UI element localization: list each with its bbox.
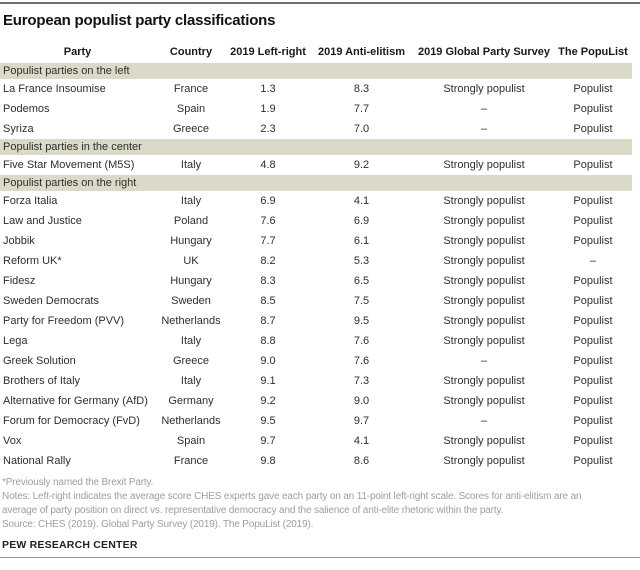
left-right-cell: 8.8 <box>260 335 276 347</box>
table-row <box>0 331 632 351</box>
party-cell: Podemos <box>3 103 50 115</box>
country-cell: Poland <box>173 215 209 227</box>
table-row <box>0 119 632 139</box>
populist-cell: Populist <box>573 375 613 387</box>
section-header-row <box>0 139 632 155</box>
country-cell: Greece <box>172 355 210 367</box>
party-cell: Syriza <box>3 123 34 135</box>
anti-elitism-cell: 7.7 <box>353 103 370 115</box>
party-cell: Jobbik <box>3 235 35 247</box>
table-row <box>0 351 632 371</box>
populist-cell: Populist <box>573 235 613 247</box>
table-row <box>0 271 632 291</box>
populist-cell: Populist <box>573 335 613 347</box>
anti-elitism-cell: 9.7 <box>353 415 370 427</box>
table-row <box>0 311 632 331</box>
table-row <box>0 211 632 231</box>
populist-cell: Populist <box>573 395 613 407</box>
column-header-anti-elitism: 2019 Anti-elitism <box>317 46 405 58</box>
country-cell: Sweden <box>171 295 211 307</box>
populist-cell: Populist <box>573 435 613 447</box>
anti-elitism-cell: 7.6 <box>353 355 370 367</box>
global-party-survey-cell: Strongly populist <box>443 83 525 95</box>
section-label: Populist parties on the right <box>0 175 632 191</box>
global-party-survey-cell: – <box>480 123 488 135</box>
left-right-cell: 6.9 <box>260 195 276 207</box>
country-cell: France <box>173 83 209 95</box>
page-title: European populist party classifications <box>3 12 276 29</box>
country-cell: Greece <box>172 123 210 135</box>
left-right-cell: 9.5 <box>260 415 276 427</box>
populist-cell: Populist <box>573 355 613 367</box>
left-right-cell: 9.2 <box>260 395 276 407</box>
party-cell: Fidesz <box>3 275 36 287</box>
global-party-survey-cell: Strongly populist <box>443 315 525 327</box>
party-cell: Sweden Democrats <box>3 295 99 307</box>
table-row <box>0 155 632 175</box>
party-cell: National Rally <box>3 455 71 467</box>
anti-elitism-cell: 9.2 <box>353 159 370 171</box>
table-row <box>0 251 632 271</box>
anti-elitism-cell: 7.6 <box>353 335 370 347</box>
country-cell: Hungary <box>170 275 212 287</box>
section-header-row <box>0 63 632 79</box>
anti-elitism-cell: 7.0 <box>353 123 370 135</box>
populist-cell: Populist <box>573 195 613 207</box>
party-cell: Forum for Democracy (FvD) <box>3 415 140 427</box>
populist-cell: Populist <box>573 83 613 95</box>
column-header-country: Country <box>169 46 213 58</box>
footnote: *Previously named the Brexit Party. <box>2 477 154 488</box>
table-row <box>0 371 632 391</box>
anti-elitism-cell: 8.3 <box>353 83 370 95</box>
populist-cell: Populist <box>573 295 613 307</box>
country-cell: Italy <box>180 335 202 347</box>
column-header-populist: The PopuList <box>558 46 628 58</box>
global-party-survey-cell: Strongly populist <box>443 295 525 307</box>
table-row <box>0 191 632 211</box>
party-cell: Party for Freedom (PVV) <box>3 315 125 327</box>
left-right-cell: 8.3 <box>260 275 276 287</box>
party-cell: Brothers of Italy <box>3 375 81 387</box>
left-right-cell: 7.6 <box>260 215 276 227</box>
populist-cell: – <box>589 255 597 267</box>
global-party-survey-cell: Strongly populist <box>443 195 525 207</box>
country-cell: Spain <box>176 435 206 447</box>
populist-cell: Populist <box>573 123 613 135</box>
party-cell: Law and Justice <box>3 215 82 227</box>
party-cell: Vox <box>3 435 22 447</box>
table-row <box>0 391 632 411</box>
anti-elitism-cell: 9.0 <box>353 395 370 407</box>
section-label: Populist parties in the center <box>0 139 632 155</box>
country-cell: Italy <box>180 375 202 387</box>
source-line: Source: CHES (2019). Global Party Survey (2019). The PopuList (2019). <box>2 519 314 530</box>
top-divider <box>0 2 640 4</box>
global-party-survey-cell: – <box>480 355 488 367</box>
table-header <box>0 44 632 63</box>
anti-elitism-cell: 8.6 <box>353 455 370 467</box>
left-right-cell: 8.5 <box>260 295 276 307</box>
anti-elitism-cell: 6.5 <box>353 275 370 287</box>
global-party-survey-cell: Strongly populist <box>443 159 525 171</box>
left-right-cell: 1.9 <box>260 103 276 115</box>
party-cell: Forza Italia <box>3 195 58 207</box>
anti-elitism-cell: 9.5 <box>353 315 370 327</box>
left-right-cell: 8.2 <box>260 255 276 267</box>
table-row <box>0 451 632 471</box>
global-party-survey-cell: Strongly populist <box>443 215 525 227</box>
anti-elitism-cell: 4.1 <box>353 195 370 207</box>
country-cell: Germany <box>168 395 214 407</box>
country-cell: Netherlands <box>161 315 221 327</box>
global-party-survey-cell: Strongly populist <box>443 235 525 247</box>
anti-elitism-cell: 4.1 <box>353 435 370 447</box>
global-party-survey-cell: Strongly populist <box>443 375 525 387</box>
global-party-survey-cell: Strongly populist <box>443 435 525 447</box>
table-header-row <box>0 44 632 63</box>
left-right-cell: 9.8 <box>260 455 276 467</box>
anti-elitism-cell: 7.5 <box>353 295 370 307</box>
left-right-cell: 7.7 <box>260 235 276 247</box>
bottom-divider <box>0 557 640 558</box>
party-cell: Alternative for Germany (AfD) <box>3 395 148 407</box>
party-classification-table <box>0 44 632 471</box>
party-cell: Greek Solution <box>3 355 76 367</box>
global-party-survey-cell: Strongly populist <box>443 395 525 407</box>
populist-cell: Populist <box>573 215 613 227</box>
country-cell: Italy <box>180 195 202 207</box>
table-row <box>0 99 632 119</box>
table-body <box>0 63 632 471</box>
column-header-global-party-survey: 2019 Global Party Survey <box>417 46 551 58</box>
global-party-survey-cell: Strongly populist <box>443 255 525 267</box>
party-cell: La France Insoumise <box>3 83 106 95</box>
anti-elitism-cell: 7.3 <box>353 375 370 387</box>
global-party-survey-cell: Strongly populist <box>443 455 525 467</box>
left-right-cell: 9.7 <box>260 435 276 447</box>
populist-cell: Populist <box>573 275 613 287</box>
left-right-cell: 9.0 <box>260 355 276 367</box>
table-row <box>0 291 632 311</box>
country-cell: Spain <box>176 103 206 115</box>
notes-line-1: Notes: Left-right indicates the average score CHES experts gave each party on an 11-point left-right scale. Scores for anti-elitism are an <box>2 491 582 502</box>
anti-elitism-cell: 5.3 <box>353 255 370 267</box>
column-header-party: Party <box>63 46 92 58</box>
left-right-cell: 8.7 <box>260 315 276 327</box>
notes-line-2: average of party position on direct vs. representative democracy and the salience of anti-elite rhetoric within the party. <box>2 505 504 516</box>
country-cell: Netherlands <box>161 415 221 427</box>
populist-cell: Populist <box>573 455 613 467</box>
party-cell: Lega <box>3 335 28 347</box>
populist-cell: Populist <box>573 103 613 115</box>
table-row <box>0 431 632 451</box>
party-cell: Five Star Movement (M5S) <box>3 159 135 171</box>
footer-notes <box>2 476 638 532</box>
party-cell: Reform UK* <box>3 255 62 267</box>
country-cell: Hungary <box>170 235 212 247</box>
table-row <box>0 231 632 251</box>
section-label: Populist parties on the left <box>0 63 632 79</box>
section-header-row <box>0 175 632 191</box>
populist-cell: Populist <box>573 415 613 427</box>
global-party-survey-cell: Strongly populist <box>443 275 525 287</box>
country-cell: Italy <box>180 159 202 171</box>
table-row <box>0 79 632 99</box>
left-right-cell: 2.3 <box>260 123 276 135</box>
global-party-survey-cell: – <box>480 415 488 427</box>
pew-research-center-branding: PEW RESEARCH CENTER <box>2 539 138 551</box>
country-cell: UK <box>183 255 199 267</box>
left-right-cell: 1.3 <box>260 83 276 95</box>
anti-elitism-cell: 6.9 <box>353 215 370 227</box>
table-row <box>0 411 632 431</box>
anti-elitism-cell: 6.1 <box>353 235 370 247</box>
global-party-survey-cell: Strongly populist <box>443 335 525 347</box>
left-right-cell: 4.8 <box>260 159 276 171</box>
global-party-survey-cell: – <box>480 103 488 115</box>
column-header-left-right: 2019 Left-right <box>230 46 306 58</box>
left-right-cell: 9.1 <box>260 375 276 387</box>
populist-cell: Populist <box>573 159 613 171</box>
populist-cell: Populist <box>573 315 613 327</box>
country-cell: France <box>173 455 209 467</box>
